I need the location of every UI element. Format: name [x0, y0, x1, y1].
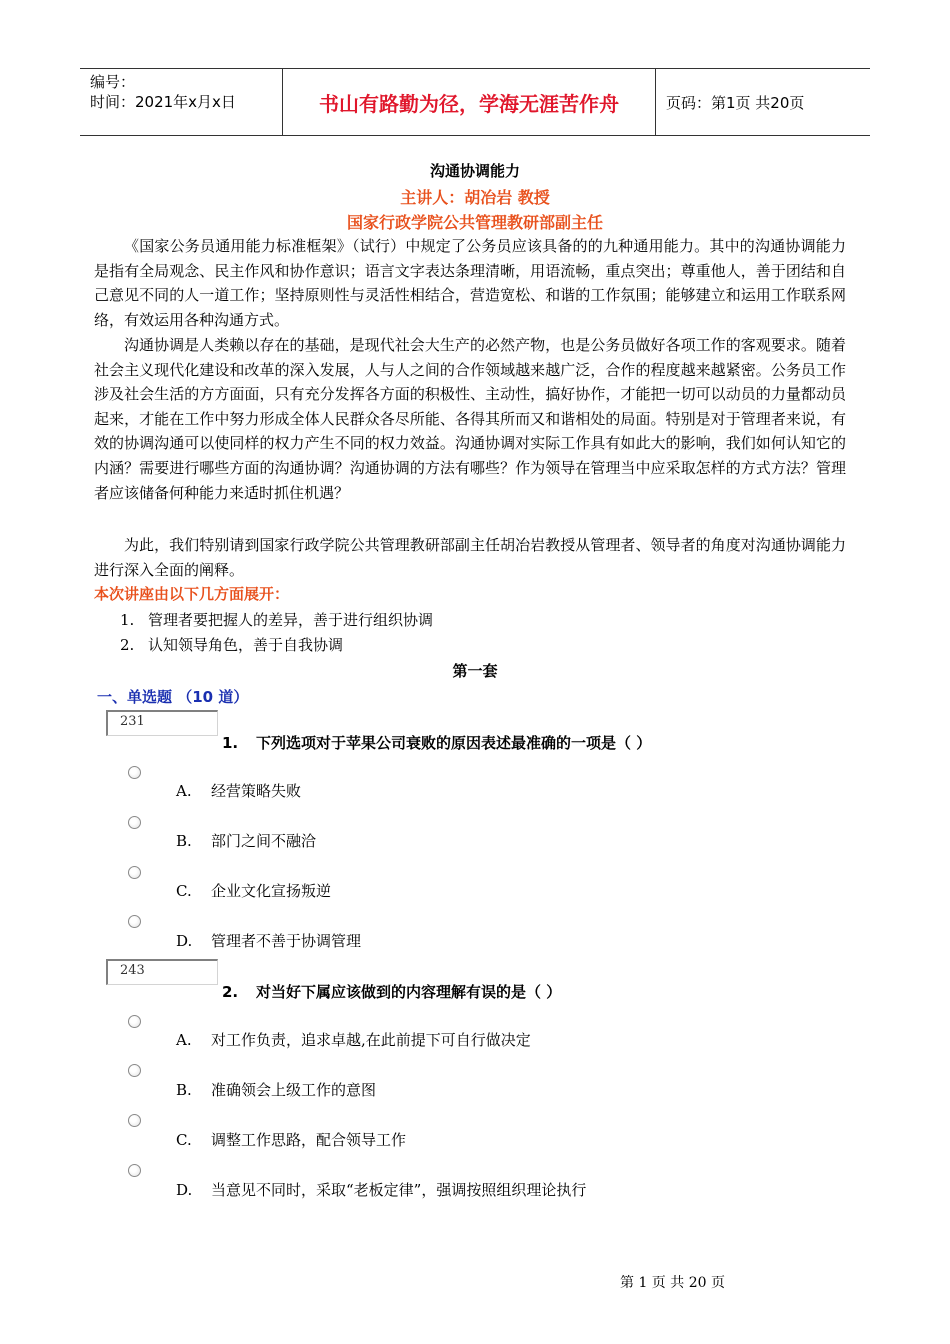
intro-paragraph-2: 沟通协调是人类赖以存在的基础，是现代社会大生产的必然产物，也是公务员做好各项工作的客观要求。随着社会主义现代化建设和改革的深入发展，人与人之间的合作领域越来越广泛，合作的程度越来越紧密。公务员工作涉及社会生活的方方面面，只有充分发挥各方面的积极性、主动性，搞好协作，才能把一切可以动员的力量都动员起来，才能在工作中努力形成全体人民群众各尽所能、各得其所而又和谐相处的局面。特别是对于管理者来说，有效的协调沟通可以使同样的权力产生不同的权力效益。沟通协调对实际工作具有如此大的影响，我们如何认知它的内涵？需要进行哪些方面的沟通协调？沟通协调的方法有哪些？作为领导在管理当中应采取怎样的方式方法？管理者应该储备何种能力来适时抓住机遇？ — [94, 336, 846, 502]
radio-option-d[interactable] — [128, 1164, 141, 1177]
header-page-info: 页码：第1页 共20页 — [666, 93, 805, 112]
set-title: 第一套 — [452, 662, 498, 680]
radio-option-a[interactable] — [128, 1015, 141, 1028]
section-title: 一、单选题 （10 道） — [97, 688, 249, 706]
option-a — [176, 780, 301, 801]
question-id-field[interactable]: 231 — [106, 710, 218, 736]
outline-item-text: 认知领导角色，善于自我协调 — [148, 636, 344, 654]
outline-item — [120, 609, 433, 630]
outline-item — [120, 634, 343, 655]
option-letter: B. — [176, 1081, 192, 1099]
header-time-label: 时间：2021年x月x日 — [90, 93, 236, 111]
question-prompt: 对当好下属应该做到的内容理解有误的是（ ） — [256, 983, 562, 1001]
doc-title: 沟通协调能力 — [429, 162, 520, 180]
radio-option-b[interactable] — [128, 816, 141, 829]
question-number: 1. — [222, 734, 239, 752]
option-text: 对工作负责，追求卓越,在此前提下可自行做决定 — [211, 1031, 531, 1049]
radio-option-c[interactable] — [128, 866, 141, 879]
option-letter: B. — [176, 832, 192, 850]
option-d — [176, 930, 361, 951]
doc-speaker: 主讲人：胡冶岩 教授 — [400, 188, 550, 207]
option-b — [176, 830, 316, 851]
header-motto: 书山有路勤为径，学海无涯苦作舟 — [282, 69, 656, 135]
radio-option-c[interactable] — [128, 1114, 141, 1127]
page-footer: 第 1 页 共 20 页 — [620, 1275, 725, 1291]
outline-item-text: 管理者要把握人的差异，善于进行组织协调 — [148, 611, 434, 629]
option-letter: D. — [176, 1181, 193, 1199]
option-text: 管理者不善于协调管理 — [211, 932, 362, 950]
option-text: 经营策略失败 — [211, 782, 302, 800]
doc-affiliation: 国家行政学院公共管理教研部副主任 — [346, 213, 603, 232]
option-d — [176, 1179, 586, 1200]
option-letter: A. — [176, 1031, 192, 1049]
radio-option-a[interactable] — [128, 766, 141, 779]
option-text: 企业文化宣扬叛逆 — [211, 882, 332, 900]
header-number-label: 编号： — [90, 73, 136, 91]
question-number: 2. — [222, 983, 239, 1001]
option-letter: D. — [176, 932, 193, 950]
question-text — [222, 732, 651, 753]
header-meta — [80, 69, 282, 135]
radio-option-d[interactable] — [128, 915, 141, 928]
option-text: 部门之间不融洽 — [211, 832, 317, 850]
option-c — [176, 880, 331, 901]
option-text: 准确领会上级工作的意图 — [211, 1081, 377, 1099]
option-text: 调整工作思路，配合领导工作 — [211, 1131, 407, 1149]
page-header — [80, 68, 870, 136]
outline-heading: 本次讲座由以下几方面展开： — [94, 585, 290, 603]
outline-item-number: 1. — [120, 611, 135, 629]
option-text: 当意见不同时，采取“老板定律”，强调按照组织理论执行 — [211, 1181, 587, 1199]
question-text — [222, 981, 561, 1002]
question-prompt: 下列选项对于苹果公司衰败的原因表述最准确的一项是（ ） — [256, 734, 652, 752]
intro-paragraph-3: 为此，我们特别请到国家行政学院公共管理教研部副主任胡冶岩教授从管理者、领导者的角度对沟通协调能力进行深入全面的阐释。 — [94, 536, 846, 579]
question-id-field[interactable]: 243 — [106, 959, 218, 985]
outline-item-number: 2. — [120, 636, 135, 654]
option-c — [176, 1129, 406, 1150]
option-letter: C. — [176, 882, 192, 900]
option-a — [176, 1029, 531, 1050]
radio-option-b[interactable] — [128, 1064, 141, 1077]
option-letter: C. — [176, 1131, 192, 1149]
option-letter: A. — [176, 782, 192, 800]
intro-paragraph-1: 《国家公务员通用能力标准框架》（试行）中规定了公务员应该具备的的九种通用能力。其中的沟通协调能力是指有全局观念、民主作风和协作意识；语言文字表达条理清晰，用语流畅，重点突出；尊重他人，善于团结和自己意见不同的人一道工作；坚持原则性与灵活性相结合，营造宽松、和谐的工作氛围；能够建立和运用工作联系网络，有效运用各种沟通方式。 — [94, 237, 846, 329]
option-b — [176, 1079, 376, 1100]
